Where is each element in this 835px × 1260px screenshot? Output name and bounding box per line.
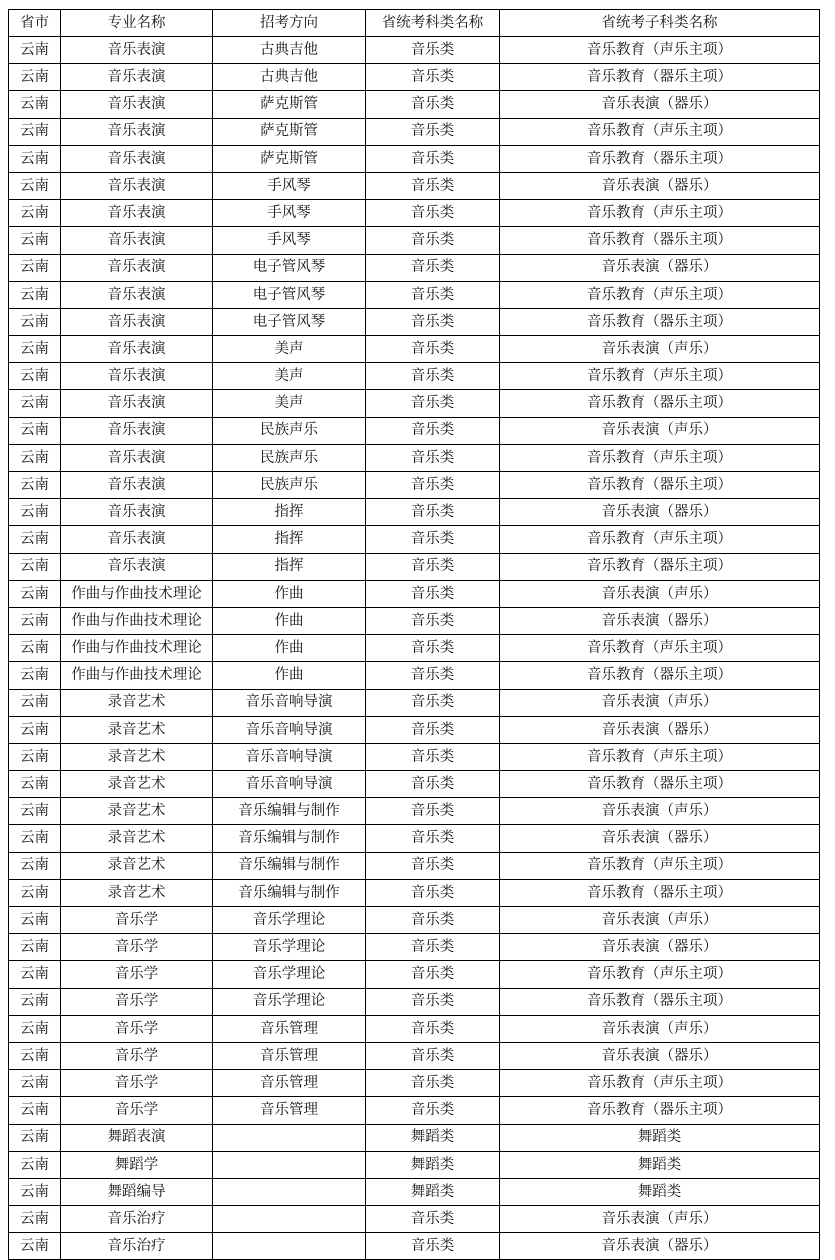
cell-major-name: 录音艺术 <box>61 852 213 879</box>
cell-direction: 美声 <box>213 336 366 363</box>
table-row <box>9 961 820 988</box>
cell-exam-category: 音乐类 <box>366 961 500 988</box>
cell-major-name: 舞蹈学 <box>61 1151 213 1178</box>
cell-direction: 音乐编辑与制作 <box>213 852 366 879</box>
cell-major-name: 作曲与作曲技术理论 <box>61 635 213 662</box>
cell-major-name: 录音艺术 <box>61 689 213 716</box>
cell-exam-subcategory: 音乐表演（器乐） <box>500 1233 820 1260</box>
cell-province: 云南 <box>9 852 61 879</box>
cell-exam-category: 音乐类 <box>366 798 500 825</box>
cell-province: 云南 <box>9 1206 61 1233</box>
table-row <box>9 1097 820 1124</box>
cell-major-name: 录音艺术 <box>61 879 213 906</box>
cell-exam-category: 舞蹈类 <box>366 1178 500 1205</box>
cell-direction: 指挥 <box>213 553 366 580</box>
cell-exam-category: 音乐类 <box>366 37 500 64</box>
cell-exam-subcategory: 音乐表演（器乐） <box>500 825 820 852</box>
cell-exam-subcategory: 音乐教育（声乐主项） <box>500 363 820 390</box>
cell-exam-subcategory: 音乐教育（器乐主项） <box>500 879 820 906</box>
cell-exam-category: 音乐类 <box>366 934 500 961</box>
cell-exam-subcategory: 音乐教育（器乐主项） <box>500 64 820 91</box>
cell-province: 云南 <box>9 743 61 770</box>
table-row <box>9 227 820 254</box>
table-row <box>9 798 820 825</box>
cell-direction: 音乐音响导演 <box>213 771 366 798</box>
cell-major-name: 音乐表演 <box>61 200 213 227</box>
cell-exam-category: 音乐类 <box>366 200 500 227</box>
cell-exam-category: 音乐类 <box>366 580 500 607</box>
cell-direction: 电子管风琴 <box>213 308 366 335</box>
cell-exam-category: 音乐类 <box>366 1233 500 1260</box>
cell-major-name: 音乐表演 <box>61 444 213 471</box>
cell-exam-subcategory: 音乐教育（声乐主项） <box>500 852 820 879</box>
cell-exam-category: 音乐类 <box>366 118 500 145</box>
cell-major-name: 录音艺术 <box>61 825 213 852</box>
cell-direction: 音乐学理论 <box>213 961 366 988</box>
cell-province: 云南 <box>9 200 61 227</box>
table-row <box>9 499 820 526</box>
cell-direction: 美声 <box>213 390 366 417</box>
cell-major-name: 音乐表演 <box>61 145 213 172</box>
cell-direction: 指挥 <box>213 499 366 526</box>
table-row <box>9 879 820 906</box>
cell-exam-subcategory: 舞蹈类 <box>500 1178 820 1205</box>
cell-province: 云南 <box>9 635 61 662</box>
cell-direction: 萨克斯管 <box>213 145 366 172</box>
cell-major-name: 音乐表演 <box>61 254 213 281</box>
cell-exam-category: 音乐类 <box>366 825 500 852</box>
cell-direction: 古典吉他 <box>213 37 366 64</box>
cell-province: 云南 <box>9 1151 61 1178</box>
cell-exam-subcategory: 音乐表演（声乐） <box>500 689 820 716</box>
cell-province: 云南 <box>9 417 61 444</box>
cell-province: 云南 <box>9 254 61 281</box>
table-row <box>9 1070 820 1097</box>
table-row <box>9 1124 820 1151</box>
table-row <box>9 1042 820 1069</box>
cell-major-name: 音乐表演 <box>61 172 213 199</box>
cell-province: 云南 <box>9 64 61 91</box>
cell-direction: 音乐管理 <box>213 1015 366 1042</box>
cell-exam-category: 音乐类 <box>366 145 500 172</box>
table-row <box>9 254 820 281</box>
cell-exam-subcategory: 音乐教育（声乐主项） <box>500 37 820 64</box>
cell-major-name: 音乐表演 <box>61 336 213 363</box>
cell-province: 云南 <box>9 1097 61 1124</box>
cell-exam-category: 音乐类 <box>366 363 500 390</box>
cell-exam-subcategory: 音乐表演（器乐） <box>500 934 820 961</box>
cell-exam-category: 音乐类 <box>366 444 500 471</box>
cell-exam-category: 音乐类 <box>366 1097 500 1124</box>
cell-direction: 萨克斯管 <box>213 118 366 145</box>
cell-exam-category: 音乐类 <box>366 281 500 308</box>
cell-direction: 音乐编辑与制作 <box>213 798 366 825</box>
table-row <box>9 852 820 879</box>
cell-major-name: 音乐学 <box>61 907 213 934</box>
cell-exam-subcategory: 音乐表演（声乐） <box>500 336 820 363</box>
cell-direction: 古典吉他 <box>213 64 366 91</box>
cell-exam-category: 音乐类 <box>366 907 500 934</box>
cell-exam-category: 音乐类 <box>366 254 500 281</box>
cell-major-name: 作曲与作曲技术理论 <box>61 607 213 634</box>
cell-exam-subcategory: 音乐表演（器乐） <box>500 1042 820 1069</box>
cell-exam-subcategory: 音乐教育（器乐主项） <box>500 662 820 689</box>
cell-direction: 音乐学理论 <box>213 934 366 961</box>
cell-province: 云南 <box>9 607 61 634</box>
cell-major-name: 舞蹈编导 <box>61 1178 213 1205</box>
cell-major-name: 音乐表演 <box>61 526 213 553</box>
cell-exam-subcategory: 音乐教育（声乐主项） <box>500 444 820 471</box>
cell-direction: 音乐管理 <box>213 1097 366 1124</box>
table-row <box>9 417 820 444</box>
table-header <box>9 10 820 37</box>
cell-exam-subcategory: 音乐教育（器乐主项） <box>500 988 820 1015</box>
cell-province: 云南 <box>9 363 61 390</box>
cell-exam-subcategory: 音乐表演（声乐） <box>500 417 820 444</box>
table-row <box>9 1233 820 1260</box>
cell-province: 云南 <box>9 499 61 526</box>
cell-major-name: 音乐表演 <box>61 363 213 390</box>
cell-major-name: 音乐学 <box>61 1042 213 1069</box>
cell-exam-subcategory: 音乐表演（声乐） <box>500 907 820 934</box>
cell-exam-subcategory: 音乐表演（声乐） <box>500 798 820 825</box>
cell-major-name: 音乐学 <box>61 988 213 1015</box>
table-row <box>9 635 820 662</box>
table-row <box>9 607 820 634</box>
cell-exam-category: 音乐类 <box>366 526 500 553</box>
cell-province: 云南 <box>9 526 61 553</box>
table-row <box>9 771 820 798</box>
cell-direction: 作曲 <box>213 607 366 634</box>
cell-exam-subcategory: 音乐表演（器乐） <box>500 172 820 199</box>
cell-exam-category: 音乐类 <box>366 172 500 199</box>
cell-major-name: 音乐表演 <box>61 472 213 499</box>
cell-exam-subcategory: 音乐教育（声乐主项） <box>500 118 820 145</box>
table-row <box>9 37 820 64</box>
cell-direction: 民族声乐 <box>213 417 366 444</box>
cell-major-name: 音乐表演 <box>61 417 213 444</box>
cell-exam-category: 音乐类 <box>366 1015 500 1042</box>
cell-exam-category: 音乐类 <box>366 1070 500 1097</box>
cell-major-name: 录音艺术 <box>61 798 213 825</box>
cell-major-name: 音乐表演 <box>61 227 213 254</box>
cell-direction: 手风琴 <box>213 200 366 227</box>
cell-major-name: 音乐表演 <box>61 390 213 417</box>
cell-direction: 音乐音响导演 <box>213 743 366 770</box>
cell-direction: 民族声乐 <box>213 472 366 499</box>
cell-exam-subcategory: 音乐教育（声乐主项） <box>500 1070 820 1097</box>
header-direction: 招考方向 <box>213 10 366 37</box>
cell-province: 云南 <box>9 771 61 798</box>
cell-direction: 音乐编辑与制作 <box>213 879 366 906</box>
cell-major-name: 音乐表演 <box>61 499 213 526</box>
header-exam-category: 省统考科类名称 <box>366 10 500 37</box>
cell-major-name: 音乐表演 <box>61 118 213 145</box>
cell-major-name: 录音艺术 <box>61 716 213 743</box>
cell-exam-subcategory: 音乐教育（器乐主项） <box>500 145 820 172</box>
cell-exam-category: 音乐类 <box>366 743 500 770</box>
table-row <box>9 172 820 199</box>
cell-major-name: 作曲与作曲技术理论 <box>61 580 213 607</box>
cell-province: 云南 <box>9 553 61 580</box>
cell-exam-subcategory: 音乐教育（声乐主项） <box>500 743 820 770</box>
admissions-table <box>8 9 820 1260</box>
table-row <box>9 934 820 961</box>
cell-direction <box>213 1124 366 1151</box>
cell-major-name: 作曲与作曲技术理论 <box>61 662 213 689</box>
cell-direction: 作曲 <box>213 635 366 662</box>
cell-exam-subcategory: 音乐教育（声乐主项） <box>500 526 820 553</box>
cell-direction: 手风琴 <box>213 172 366 199</box>
cell-province: 云南 <box>9 798 61 825</box>
cell-exam-subcategory: 音乐教育（声乐主项） <box>500 281 820 308</box>
cell-exam-category: 音乐类 <box>366 91 500 118</box>
table-row <box>9 336 820 363</box>
cell-direction: 萨克斯管 <box>213 91 366 118</box>
cell-exam-category: 音乐类 <box>366 689 500 716</box>
cell-direction <box>213 1151 366 1178</box>
table-row <box>9 472 820 499</box>
cell-exam-subcategory: 音乐教育（器乐主项） <box>500 390 820 417</box>
cell-direction: 音乐管理 <box>213 1042 366 1069</box>
cell-exam-subcategory: 音乐表演（器乐） <box>500 716 820 743</box>
cell-exam-subcategory: 音乐教育（声乐主项） <box>500 200 820 227</box>
cell-exam-subcategory: 音乐教育（器乐主项） <box>500 227 820 254</box>
cell-exam-category: 音乐类 <box>366 716 500 743</box>
table-row <box>9 145 820 172</box>
table-row <box>9 662 820 689</box>
cell-province: 云南 <box>9 472 61 499</box>
cell-exam-subcategory: 音乐教育（器乐主项） <box>500 771 820 798</box>
cell-province: 云南 <box>9 988 61 1015</box>
document-table-wrapper <box>8 9 820 1260</box>
table-row <box>9 1178 820 1205</box>
cell-direction: 音乐编辑与制作 <box>213 825 366 852</box>
cell-province: 云南 <box>9 1042 61 1069</box>
cell-direction: 电子管风琴 <box>213 254 366 281</box>
cell-province: 云南 <box>9 37 61 64</box>
table-row <box>9 825 820 852</box>
cell-exam-category: 舞蹈类 <box>366 1124 500 1151</box>
cell-major-name: 舞蹈表演 <box>61 1124 213 1151</box>
table-row <box>9 1206 820 1233</box>
cell-exam-subcategory: 音乐教育（声乐主项） <box>500 961 820 988</box>
cell-province: 云南 <box>9 1124 61 1151</box>
cell-exam-category: 音乐类 <box>366 635 500 662</box>
cell-exam-category: 音乐类 <box>366 553 500 580</box>
cell-direction: 民族声乐 <box>213 444 366 471</box>
cell-province: 云南 <box>9 227 61 254</box>
cell-direction: 音乐管理 <box>213 1070 366 1097</box>
cell-direction <box>213 1178 366 1205</box>
cell-exam-category: 音乐类 <box>366 336 500 363</box>
cell-province: 云南 <box>9 662 61 689</box>
cell-major-name: 音乐学 <box>61 1097 213 1124</box>
cell-exam-category: 音乐类 <box>366 390 500 417</box>
cell-exam-subcategory: 音乐教育（器乐主项） <box>500 1097 820 1124</box>
cell-province: 云南 <box>9 716 61 743</box>
cell-exam-subcategory: 音乐表演（器乐） <box>500 499 820 526</box>
cell-direction: 音乐音响导演 <box>213 689 366 716</box>
cell-province: 云南 <box>9 281 61 308</box>
table-row <box>9 988 820 1015</box>
cell-exam-subcategory: 音乐表演（声乐） <box>500 1206 820 1233</box>
cell-major-name: 音乐表演 <box>61 64 213 91</box>
table-row <box>9 553 820 580</box>
cell-exam-category: 音乐类 <box>366 879 500 906</box>
table-row <box>9 689 820 716</box>
cell-exam-category: 音乐类 <box>366 1042 500 1069</box>
cell-province: 云南 <box>9 580 61 607</box>
cell-exam-subcategory: 音乐表演（器乐） <box>500 607 820 634</box>
table-row <box>9 390 820 417</box>
table-row <box>9 64 820 91</box>
cell-exam-category: 舞蹈类 <box>366 1151 500 1178</box>
cell-exam-category: 音乐类 <box>366 771 500 798</box>
cell-exam-category: 音乐类 <box>366 308 500 335</box>
cell-major-name: 音乐表演 <box>61 308 213 335</box>
table-row <box>9 308 820 335</box>
cell-province: 云南 <box>9 91 61 118</box>
header-major-name: 专业名称 <box>61 10 213 37</box>
cell-exam-subcategory: 音乐教育（器乐主项） <box>500 308 820 335</box>
table-row <box>9 743 820 770</box>
table-row <box>9 363 820 390</box>
cell-major-name: 音乐治疗 <box>61 1206 213 1233</box>
header-row <box>9 10 820 37</box>
cell-province: 云南 <box>9 1070 61 1097</box>
table-row <box>9 1151 820 1178</box>
cell-province: 云南 <box>9 172 61 199</box>
cell-direction: 音乐音响导演 <box>213 716 366 743</box>
cell-exam-subcategory: 音乐教育（器乐主项） <box>500 553 820 580</box>
cell-province: 云南 <box>9 145 61 172</box>
cell-exam-subcategory: 舞蹈类 <box>500 1124 820 1151</box>
cell-province: 云南 <box>9 907 61 934</box>
cell-province: 云南 <box>9 390 61 417</box>
cell-exam-category: 音乐类 <box>366 64 500 91</box>
cell-major-name: 音乐治疗 <box>61 1233 213 1260</box>
cell-direction: 作曲 <box>213 662 366 689</box>
cell-exam-category: 音乐类 <box>366 662 500 689</box>
cell-province: 云南 <box>9 879 61 906</box>
cell-major-name: 音乐表演 <box>61 37 213 64</box>
cell-province: 云南 <box>9 825 61 852</box>
cell-exam-subcategory: 音乐表演（声乐） <box>500 1015 820 1042</box>
cell-province: 云南 <box>9 336 61 363</box>
table-row <box>9 281 820 308</box>
table-row <box>9 526 820 553</box>
table-row <box>9 907 820 934</box>
table-row <box>9 200 820 227</box>
cell-direction <box>213 1206 366 1233</box>
cell-exam-category: 音乐类 <box>366 607 500 634</box>
cell-province: 云南 <box>9 1178 61 1205</box>
cell-major-name: 音乐学 <box>61 1070 213 1097</box>
cell-province: 云南 <box>9 444 61 471</box>
header-exam-subcategory: 省统考子科类名称 <box>500 10 820 37</box>
table-row <box>9 580 820 607</box>
cell-direction: 美声 <box>213 363 366 390</box>
cell-direction <box>213 1233 366 1260</box>
cell-exam-category: 音乐类 <box>366 417 500 444</box>
cell-exam-subcategory: 音乐教育（声乐主项） <box>500 635 820 662</box>
cell-exam-category: 音乐类 <box>366 499 500 526</box>
cell-major-name: 音乐表演 <box>61 281 213 308</box>
cell-exam-category: 音乐类 <box>366 1206 500 1233</box>
cell-province: 云南 <box>9 689 61 716</box>
table-body <box>9 37 820 1260</box>
cell-exam-subcategory: 音乐表演（器乐） <box>500 254 820 281</box>
cell-province: 云南 <box>9 118 61 145</box>
cell-major-name: 音乐表演 <box>61 553 213 580</box>
cell-province: 云南 <box>9 1015 61 1042</box>
table-row <box>9 91 820 118</box>
cell-province: 云南 <box>9 934 61 961</box>
cell-exam-subcategory: 舞蹈类 <box>500 1151 820 1178</box>
cell-major-name: 音乐表演 <box>61 91 213 118</box>
table-row <box>9 118 820 145</box>
cell-exam-subcategory: 音乐表演（器乐） <box>500 91 820 118</box>
cell-direction: 指挥 <box>213 526 366 553</box>
cell-exam-category: 音乐类 <box>366 988 500 1015</box>
cell-direction: 电子管风琴 <box>213 281 366 308</box>
cell-exam-subcategory: 音乐教育（器乐主项） <box>500 472 820 499</box>
cell-major-name: 录音艺术 <box>61 743 213 770</box>
cell-direction: 音乐学理论 <box>213 907 366 934</box>
cell-province: 云南 <box>9 1233 61 1260</box>
cell-direction: 手风琴 <box>213 227 366 254</box>
cell-exam-category: 音乐类 <box>366 227 500 254</box>
cell-exam-subcategory: 音乐表演（声乐） <box>500 580 820 607</box>
cell-direction: 作曲 <box>213 580 366 607</box>
cell-province: 云南 <box>9 308 61 335</box>
cell-direction: 音乐学理论 <box>213 988 366 1015</box>
cell-major-name: 音乐学 <box>61 934 213 961</box>
cell-exam-category: 音乐类 <box>366 472 500 499</box>
table-row <box>9 716 820 743</box>
table-row <box>9 444 820 471</box>
cell-province: 云南 <box>9 961 61 988</box>
cell-exam-category: 音乐类 <box>366 852 500 879</box>
cell-major-name: 音乐学 <box>61 1015 213 1042</box>
table-row <box>9 1015 820 1042</box>
cell-major-name: 录音艺术 <box>61 771 213 798</box>
cell-major-name: 音乐学 <box>61 961 213 988</box>
header-province: 省市 <box>9 10 61 37</box>
